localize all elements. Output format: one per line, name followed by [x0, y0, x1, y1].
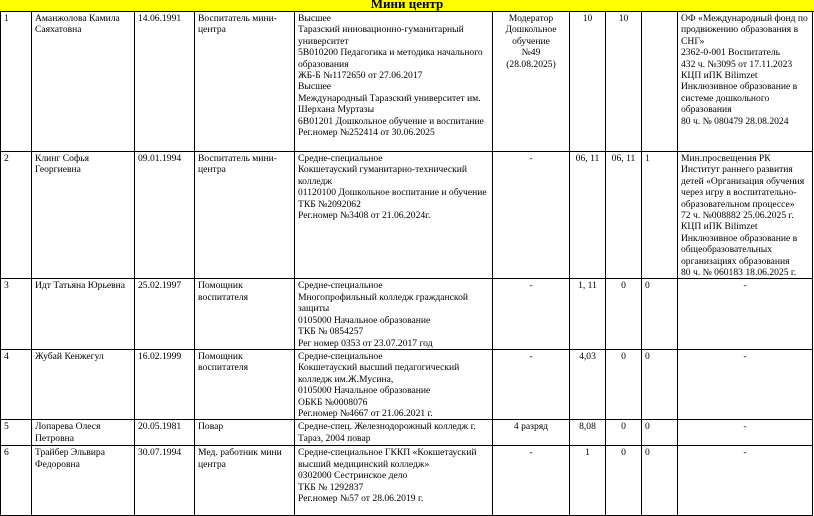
- pedagogical-experience: 0: [606, 279, 642, 349]
- total-experience: 4,03: [570, 349, 606, 419]
- education-text: Высшее Таразский инновационно-гуманитарный университет 5В010200 Педагогика и методика начального образования ЖБ-Б №1172650 от 27.06.2017 Высшее Международный Таразский университет им. Шерхана Муртазы 6В01201 Дошкольное обучение и воспитание Рег.номер №252414 от 30.06.2025: [298, 13, 484, 139]
- row-number: 6: [1, 446, 32, 516]
- courses-cell: [678, 420, 813, 446]
- education-cell: [295, 279, 493, 349]
- table-row: [1, 446, 813, 516]
- education-text: Средне-специальное Многопрофильный колледж гражданской защиты 0105000 Начальное образование ТКБ № 0854257 Рег номер 0353 от 23.07.2017 год: [298, 280, 469, 349]
- total-experience: 8,08: [570, 420, 606, 446]
- extra-experience: 1: [642, 152, 678, 279]
- row-number: 3: [1, 279, 32, 349]
- row-number: 1: [1, 12, 32, 152]
- courses-text: -: [743, 350, 747, 362]
- pedagogical-experience: 0: [606, 420, 642, 446]
- extra-experience: 0: [642, 446, 678, 516]
- category-cell: [493, 12, 570, 152]
- employee-name: Жубай Кенжегул: [32, 349, 135, 419]
- position-cell: Помощник воспитателя: [195, 349, 295, 419]
- education-text: Средне-спец. Железнодорожный колледж г. Тараз, 2004 повар: [298, 421, 476, 444]
- birth-date: 20.05.1981: [135, 420, 195, 446]
- category-cell: [493, 420, 570, 446]
- extra-experience: 0: [642, 349, 678, 419]
- category-cell: [493, 152, 570, 279]
- extra-experience: 0: [642, 279, 678, 349]
- education-text: Средне-специальное Кокшетауский высший педагогический колледж им.Ж.Мусина, 0105000 Начальное образование ОБКБ №0008076 Рег.номер №4667 от 21.06.2021 г.: [298, 350, 460, 419]
- courses-text: -: [743, 421, 747, 433]
- courses-text: ОФ «Международный фонд по продвижению образования в СНГ» 2362-0-001 Воспитатель 432 ч. №3095 от 17.11.2023 КЦП иПК Bilimzet Инклюзивное образование в системе дошкольного образования 80 ч. № 080479 28.08.2024: [681, 13, 808, 127]
- row-number: 4: [1, 349, 32, 419]
- employee-name: Лопарева Олеся Петровна: [32, 420, 135, 446]
- position-cell: Мед. работник мини центра: [195, 446, 295, 516]
- employee-name: Аманжолова Камила Саяхатовна: [32, 12, 135, 152]
- extra-experience: 0: [642, 420, 678, 446]
- courses-cell: [678, 279, 813, 349]
- category-text: -: [529, 280, 533, 292]
- courses-text: -: [743, 280, 747, 292]
- courses-cell: [678, 152, 813, 279]
- category-text: -: [529, 447, 533, 459]
- row-number: 2: [1, 152, 32, 279]
- staff-table: [0, 11, 813, 516]
- table-row: [1, 279, 813, 349]
- category-text: -: [529, 153, 533, 164]
- courses-text: Мин.просвещения РК Институт раннего развития детей «Организация обучения через игру в воспитательно-образовательном процессе» 72 ч. №008882 25.06.2025 г. КЦП иПК Bilimzet Инклюзивное образование в общеобразовательных организациях образования 80 ч. № 060183 18.06.2025 г.: [681, 153, 805, 279]
- pedagogical-experience: 10: [606, 12, 642, 152]
- education-text: Средне-специальное ГККП «Кокшетауский высший медицинский колледж» 0302000 Сестринское дело ТКБ № 1292837 Рег.номер №57 от 28.06.2019 г.: [298, 447, 477, 504]
- birth-date: 30.07.1994: [135, 446, 195, 516]
- category-text: 4 разряд: [513, 421, 549, 433]
- category-text: -: [529, 350, 533, 362]
- education-cell: [295, 420, 493, 446]
- extra-experience: [642, 12, 678, 152]
- education-text: Средне-специальное Кокшетауский гуманитарно-технический колледж 01120100 Дошкольное воспитание и обучение ТКБ №2092062 Рег.номер №3408 от 21.06.2024г.: [298, 153, 487, 222]
- category-text: Модератор Дошкольное обучение №49 (28.08.2025): [505, 13, 557, 70]
- courses-cell: [678, 12, 813, 152]
- position-cell: Воспитатель мини-центра: [195, 12, 295, 152]
- education-cell: [295, 152, 493, 279]
- birth-date: 14.06.1991: [135, 12, 195, 152]
- position-cell: Помощник воспитателя: [195, 279, 295, 349]
- pedagogical-experience: 0: [606, 446, 642, 516]
- section-title: Мини центр: [370, 0, 444, 11]
- courses-text: -: [743, 447, 747, 459]
- total-experience: 06, 11: [570, 152, 606, 279]
- birth-date: 09.01.1994: [135, 152, 195, 279]
- courses-cell: [678, 349, 813, 419]
- total-experience: 1: [570, 446, 606, 516]
- table-row: [1, 349, 813, 419]
- row-number: 5: [1, 420, 32, 446]
- employee-name: Идт Татьяна Юрьевна: [32, 279, 135, 349]
- category-cell: [493, 349, 570, 419]
- courses-cell: [678, 446, 813, 516]
- education-cell: [295, 12, 493, 152]
- birth-date: 16.02.1999: [135, 349, 195, 419]
- table-row: [1, 12, 813, 152]
- position-cell: Воспитатель мини-центра: [195, 152, 295, 279]
- table-row: [1, 152, 813, 279]
- total-experience: 1, 11: [570, 279, 606, 349]
- employee-name: Трайбер Эльвира Федоровна: [32, 446, 135, 516]
- position-cell: Повар: [195, 420, 295, 446]
- pedagogical-experience: 0: [606, 349, 642, 419]
- category-cell: [493, 446, 570, 516]
- education-cell: [295, 349, 493, 419]
- pedagogical-experience: 06, 11: [606, 152, 642, 279]
- total-experience: 10: [570, 12, 606, 152]
- birth-date: 25.02.1997: [135, 279, 195, 349]
- employee-name: Клинг Софья Георгиевна: [32, 152, 135, 279]
- category-cell: [493, 279, 570, 349]
- education-cell: [295, 446, 493, 516]
- table-row: [1, 420, 813, 446]
